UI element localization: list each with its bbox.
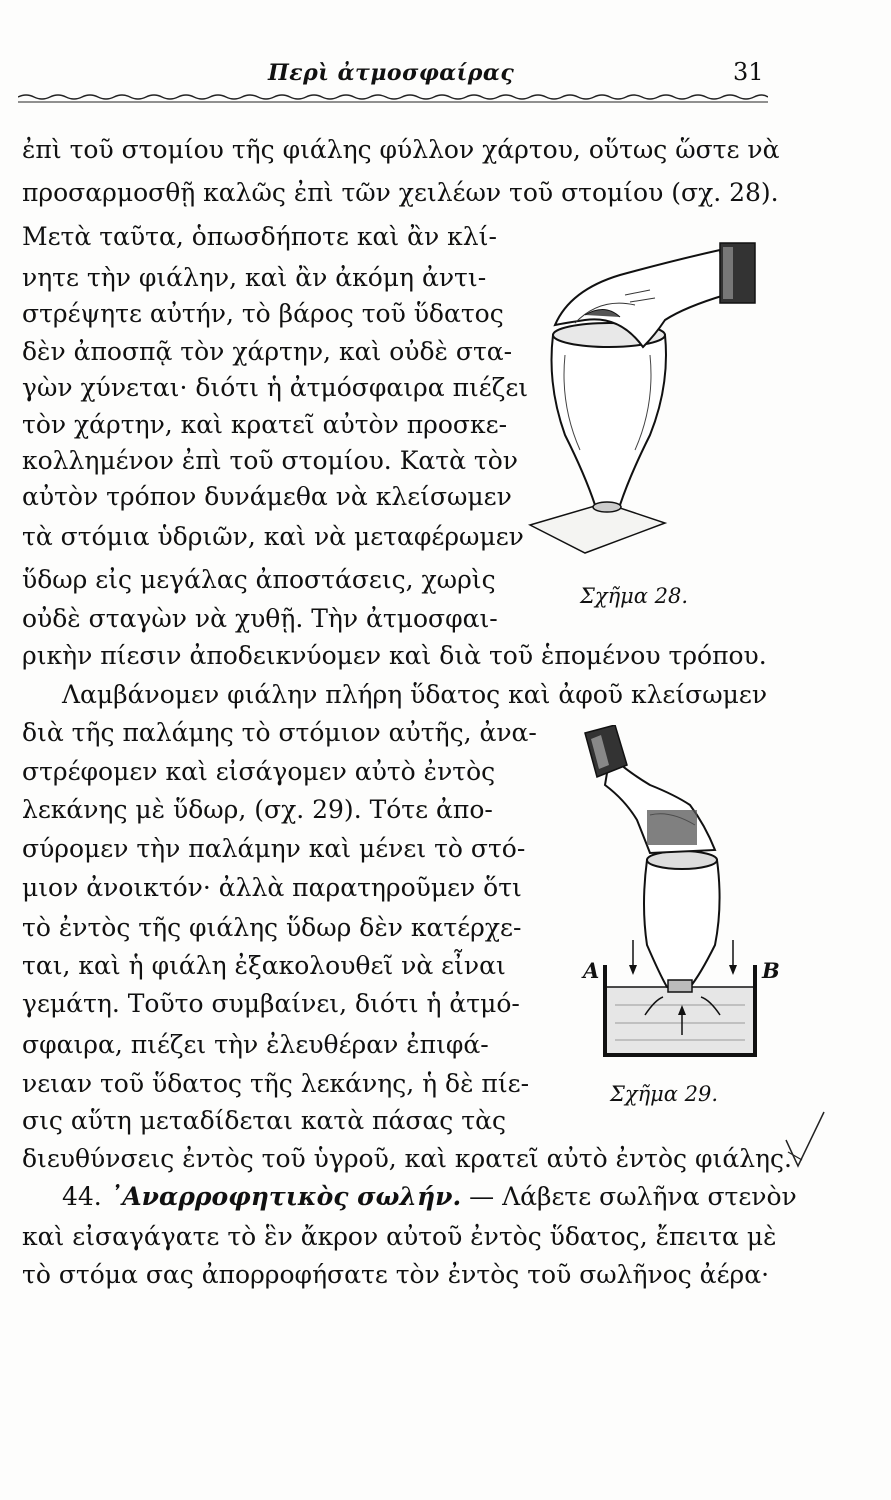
figure-29-caption: Σχῆμα 29. bbox=[610, 1082, 719, 1106]
pencil-check-mark bbox=[784, 1108, 828, 1172]
text-line: σύρομεν τὴν παλάμην καὶ μένει τὸ στό- bbox=[22, 834, 526, 863]
text-line: ἐπὶ τοῦ στομίου τῆς φιάλης φύλλον χάρτου, οὕτως ὥστε νὰ bbox=[22, 135, 780, 164]
figure-28-illustration bbox=[525, 235, 775, 560]
text-line: τὰ στόμια ὑδριῶν, καὶ νὰ μεταφέρωμεν bbox=[22, 522, 524, 551]
text-line: γὼν χύνεται· διότι ἡ ἀτμόσφαιρα πιέζει bbox=[22, 373, 529, 402]
text-line: διευθύνσεις ἐντὸς τοῦ ὑγροῦ, καὶ κρατεῖ αὐτὸ ἐντὸς φιάλης. bbox=[22, 1144, 792, 1173]
text-line: ὕδωρ εἰς μεγάλας ἀποστάσεις, χωρὶς bbox=[22, 565, 496, 594]
section-number: 44. bbox=[62, 1182, 102, 1211]
text-line: νειαν τοῦ ὕδατος τῆς λεκάνης, ἡ δὲ πίε- bbox=[22, 1069, 530, 1098]
figure-29-label-b: B bbox=[762, 958, 780, 983]
section-text: — Λάβετε σωλῆνα στενὸν bbox=[469, 1182, 797, 1211]
text-line: Λαμβάνομεν φιάλην πλήρη ὕδατος καὶ ἀφοῦ κλείσωμεν bbox=[62, 680, 768, 709]
section-title: ᾿Αναρροφητικὸς σωλήν. bbox=[109, 1182, 462, 1211]
text-line: τὸ στόμα σας ἀπορροφήσατε τὸν ἐντὸς τοῦ σωλῆνος ἀέρα· bbox=[22, 1260, 770, 1289]
running-title: Περὶ ἀτμοσφαίρας bbox=[268, 60, 515, 86]
figure-29-illustration bbox=[575, 725, 775, 1060]
text-line: οὐδὲ σταγὼν νὰ χυθῇ. Τὴν ἀτμοσφαι- bbox=[22, 604, 498, 633]
text-line: δὲν ἀποσπᾷ τὸν χάρτην, καὶ οὐδὲ στα- bbox=[22, 337, 513, 366]
text-line: τὸ ἐντὸς τῆς φιάλης ὕδωρ δὲν κατέρχε- bbox=[22, 913, 522, 942]
text-line: νητε τὴν φιάλην, καὶ ἂν ἀκόμη ἀντι- bbox=[22, 263, 487, 292]
text-line: τὸν χάρτην, καὶ κρατεῖ αὐτὸν προσκε- bbox=[22, 410, 508, 439]
text-line: ται, καὶ ἡ φιάλη ἐξακολουθεῖ νὰ εἶναι bbox=[22, 951, 506, 980]
header-rule-divider bbox=[18, 92, 768, 106]
text-line: λεκάνης μὲ ὕδωρ, (σχ. 29). Τότε ἀπο- bbox=[22, 795, 493, 824]
text-line: στρέφομεν καὶ εἰσάγομεν αὐτὸ ἐντὸς bbox=[22, 757, 496, 786]
text-line: αὐτὸν τρόπον δυνάμεθα νὰ κλείσωμεν bbox=[22, 482, 512, 511]
text-line: σις αὕτη μεταδίδεται κατὰ πάσας τὰς bbox=[22, 1106, 506, 1135]
figure-29-label-a: A bbox=[583, 958, 600, 983]
text-line: κολλημένον ἐπὶ τοῦ στομίου. Κατὰ τὸν bbox=[22, 446, 518, 475]
page-number: 31 bbox=[733, 58, 764, 86]
text-line: στρέψητε αὐτήν, τὸ βάρος τοῦ ὕδατος bbox=[22, 299, 504, 328]
text-line: γεμάτη. Τοῦτο συμβαίνει, διότι ἡ ἀτμό- bbox=[22, 989, 520, 1018]
text-line: διὰ τῆς παλάμης τὸ στόμιον αὐτῆς, ἀνα- bbox=[22, 718, 537, 747]
section-heading-line bbox=[62, 1182, 797, 1212]
text-line: σφαιρα, πιέζει τὴν ἐλευθέραν ἐπιφά- bbox=[22, 1030, 489, 1059]
text-line: καὶ εἰσαγάγατε τὸ ἓν ἄκρον αὐτοῦ ἐντὸς ὕδατος, ἔπειτα μὲ bbox=[22, 1222, 777, 1251]
text-line: ρικὴν πίεσιν ἀποδεικνύομεν καὶ διὰ τοῦ ἑπομένου τρόπου. bbox=[22, 641, 767, 670]
text-line: προσαρμοσθῇ καλῶς ἐπὶ τῶν χειλέων τοῦ στομίου (σχ. 28). bbox=[22, 178, 779, 207]
text-line: μιον ἀνοικτόν· ἀλλὰ παρατηροῦμεν ὅτι bbox=[22, 873, 522, 902]
text-line: Μετὰ ταῦτα, ὁπωσδήποτε καὶ ἂν κλί- bbox=[22, 222, 497, 251]
figure-28-caption: Σχῆμα 28. bbox=[580, 584, 689, 608]
